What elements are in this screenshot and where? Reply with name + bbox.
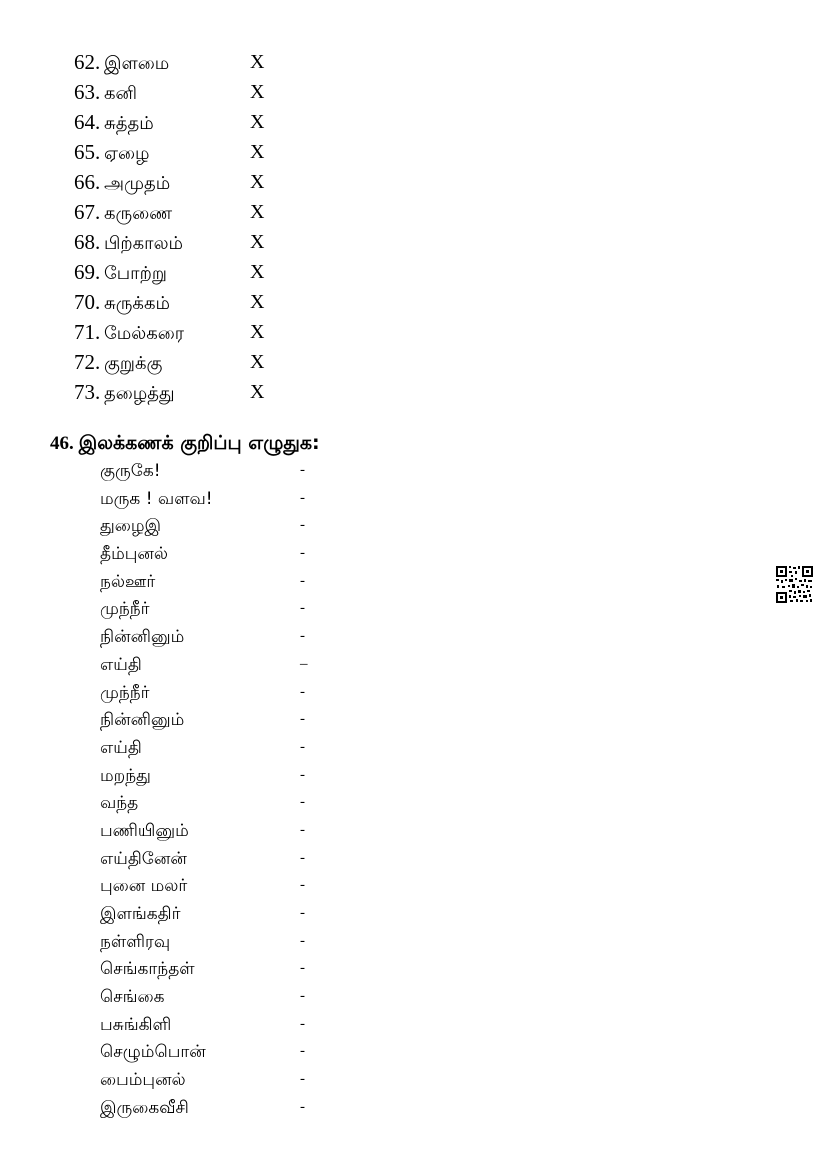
word-row xyxy=(74,287,265,317)
grammar-dash: - xyxy=(300,1071,305,1088)
grammar-term: வந்த xyxy=(100,793,139,814)
grammar-term: புனை மலர் xyxy=(100,876,188,897)
grammar-row xyxy=(100,955,305,983)
grammar-row xyxy=(100,595,305,623)
grammar-dash: - xyxy=(300,766,305,783)
grammar-term: செழும்பொன் xyxy=(100,1042,206,1063)
grammar-row xyxy=(100,1094,305,1122)
word-mark: X xyxy=(250,321,265,343)
word-number: 73. xyxy=(74,380,101,404)
word-mark: X xyxy=(250,141,265,163)
word-row xyxy=(74,167,265,197)
word-mark: X xyxy=(250,231,265,253)
word-text: போற்று xyxy=(104,263,167,284)
grammar-row xyxy=(100,679,305,707)
section-number: 46. xyxy=(50,433,74,454)
grammar-row xyxy=(100,512,305,540)
section-title: இலக்கணக் குறிப்பு எழுதுக: xyxy=(78,432,320,454)
word-row xyxy=(74,317,265,347)
grammar-term: நின்னினும் xyxy=(100,627,185,648)
word-mark: X xyxy=(250,51,265,73)
grammar-term: மறந்து xyxy=(100,765,151,786)
grammar-row xyxy=(100,568,305,596)
grammar-dash: - xyxy=(300,877,305,894)
grammar-dash: - xyxy=(300,821,305,838)
word-row xyxy=(74,257,265,287)
grammar-row xyxy=(100,762,305,790)
word-text: மேல்கரை xyxy=(104,323,185,344)
grammar-term: மருக ! வளவ! xyxy=(100,488,213,509)
grammar-term: துழைஇ xyxy=(100,516,162,537)
grammar-row xyxy=(100,789,305,817)
grammar-term: நல்ஊர் xyxy=(100,571,156,592)
word-mark: X xyxy=(250,111,265,133)
word-list xyxy=(74,47,265,407)
word-text: குறுக்கு xyxy=(104,353,163,374)
word-number: 65. xyxy=(74,140,101,164)
word-row xyxy=(74,377,265,407)
word-text: இளமை xyxy=(104,53,170,74)
section-heading xyxy=(50,428,320,459)
grammar-term: எய்தி xyxy=(100,737,142,758)
word-mark: X xyxy=(250,381,265,403)
word-row xyxy=(74,77,265,107)
qr-code-icon xyxy=(775,565,814,604)
word-number: 63. xyxy=(74,80,101,104)
word-mark: X xyxy=(250,291,265,313)
grammar-dash: - xyxy=(300,932,305,949)
grammar-row xyxy=(100,1011,305,1039)
grammar-row xyxy=(100,1066,305,1094)
word-row xyxy=(74,137,265,167)
word-text: கனி xyxy=(104,83,138,104)
word-number: 66. xyxy=(74,170,101,194)
grammar-term: முந்நீர் xyxy=(100,599,150,620)
word-number: 64. xyxy=(74,110,101,134)
grammar-row xyxy=(100,1038,305,1066)
grammar-dash: - xyxy=(300,988,305,1005)
word-number: 67. xyxy=(74,200,101,224)
grammar-dash: - xyxy=(300,1015,305,1032)
word-mark: X xyxy=(250,201,265,223)
grammar-dash: - xyxy=(300,794,305,811)
grammar-dash: - xyxy=(300,545,305,562)
grammar-dash: - xyxy=(300,711,305,728)
word-row xyxy=(74,197,265,227)
grammar-term: தீம்புனல் xyxy=(100,544,168,565)
grammar-term: நின்னினும் xyxy=(100,710,185,731)
word-text: கருணை xyxy=(104,203,173,224)
grammar-dash: - xyxy=(300,738,305,755)
grammar-term: முந்நீர் xyxy=(100,682,150,703)
grammar-term: பசுங்கிளி xyxy=(100,1014,172,1035)
word-mark: X xyxy=(250,261,265,283)
grammar-term: செங்காந்தள் xyxy=(100,959,195,980)
word-text: சுருக்கம் xyxy=(104,293,170,314)
word-mark: X xyxy=(250,171,265,193)
word-text: அமுதம் xyxy=(104,173,171,194)
word-row xyxy=(74,107,265,137)
grammar-row xyxy=(100,540,305,568)
grammar-term: நள்ளிரவு xyxy=(100,931,171,952)
word-number: 68. xyxy=(74,230,101,254)
grammar-dash: - xyxy=(300,683,305,700)
word-number: 72. xyxy=(74,350,101,374)
grammar-term: இருகைவீசி xyxy=(100,1097,189,1118)
grammar-dash: - xyxy=(300,1098,305,1115)
word-row xyxy=(74,347,265,377)
grammar-dash: - xyxy=(300,849,305,866)
grammar-term: குருகே! xyxy=(100,461,161,481)
grammar-dash: - xyxy=(300,628,305,645)
grammar-list xyxy=(100,457,308,1122)
grammar-row xyxy=(100,457,305,485)
grammar-row xyxy=(100,623,305,651)
grammar-dash: - xyxy=(300,600,305,617)
grammar-dash: - xyxy=(300,489,305,506)
word-number: 69. xyxy=(74,260,101,284)
word-number: 71. xyxy=(74,320,101,344)
grammar-row xyxy=(100,485,305,513)
grammar-row xyxy=(100,845,305,873)
grammar-dash: - xyxy=(300,572,305,589)
grammar-row xyxy=(100,900,305,928)
word-text: சுத்தம் xyxy=(104,113,154,134)
word-row xyxy=(74,47,265,77)
grammar-dash: - xyxy=(300,462,305,478)
grammar-dash: – xyxy=(300,655,308,672)
grammar-term: எய்தினேன் xyxy=(100,848,187,869)
grammar-row xyxy=(100,872,305,900)
grammar-term: எய்தி xyxy=(100,654,142,675)
grammar-row xyxy=(100,706,305,734)
grammar-dash: - xyxy=(300,905,305,921)
grammar-term: பணியினும் xyxy=(100,820,189,841)
grammar-row xyxy=(100,983,305,1011)
word-text: தழைத்து xyxy=(104,383,175,404)
word-number: 62. xyxy=(74,50,101,74)
grammar-term: செங்கை xyxy=(100,987,165,1008)
grammar-dash: - xyxy=(300,1043,305,1060)
word-text: ஏழை xyxy=(104,143,150,164)
word-row xyxy=(74,227,265,257)
word-mark: X xyxy=(250,81,265,103)
word-text: பிற்காலம் xyxy=(104,233,184,254)
grammar-row xyxy=(100,651,308,679)
grammar-row xyxy=(100,734,305,762)
word-number: 70. xyxy=(74,290,101,314)
grammar-dash: - xyxy=(300,960,305,977)
grammar-term: பைம்புனல் xyxy=(100,1070,186,1091)
word-mark: X xyxy=(250,351,265,373)
grammar-row xyxy=(100,817,305,845)
grammar-dash: - xyxy=(300,517,305,534)
grammar-term: இளங்கதிர் xyxy=(100,904,181,924)
grammar-row xyxy=(100,928,305,956)
